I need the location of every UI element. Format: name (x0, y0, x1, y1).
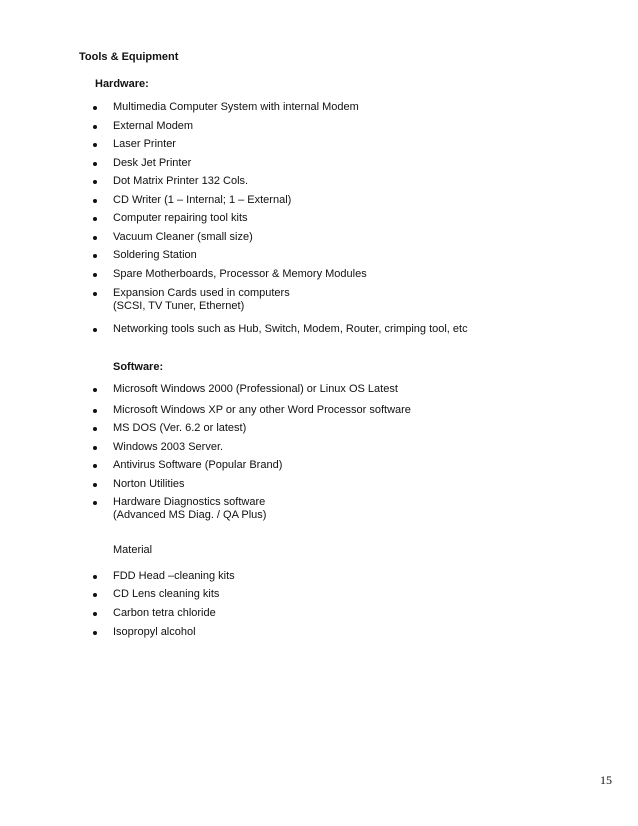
list-item-text (113, 588, 219, 601)
list-item-line: Expansion Cards used in computers (113, 287, 290, 299)
list-item-line: Vacuum Cleaner (small size) (113, 231, 253, 243)
list-item-text (113, 323, 468, 336)
list-item-text (113, 120, 193, 133)
bullet-icon (93, 593, 97, 597)
software-heading: Software: (113, 361, 164, 373)
list-item-text (113, 607, 216, 620)
bullet-icon (93, 427, 97, 431)
bullet-icon (93, 483, 97, 487)
list-item-line: Microsoft Windows XP or any other Word Processor software (113, 404, 411, 416)
bullet-icon (93, 292, 97, 296)
list-item-line: Isopropyl alcohol (113, 626, 196, 638)
list-item-text (113, 478, 185, 491)
list-item-line: (Advanced MS Diag. / QA Plus) (113, 509, 267, 521)
bullet-icon (93, 106, 97, 110)
list-item-line: CD Lens cleaning kits (113, 588, 220, 600)
bullet-icon (93, 125, 97, 129)
list-item-line: Networking tools such as Hub, Switch, Modem, Router, crimping tool, etc (113, 323, 468, 335)
bullet-icon (93, 631, 97, 635)
list-item-line: FDD Head –cleaning kits (113, 570, 235, 582)
list-item-line: Laser Printer (113, 138, 176, 150)
list-item-line: CD Writer (1 – Internal; 1 – External) (113, 194, 292, 206)
bullet-icon (93, 328, 97, 332)
bullet-icon (93, 575, 97, 579)
list-item-line: Hardware Diagnostics software (113, 496, 266, 508)
bullet-icon (93, 501, 97, 505)
list-item-text (113, 212, 248, 225)
list-item-line: Norton Utilities (113, 478, 185, 490)
list-item-text (113, 626, 196, 639)
list-item-text (113, 422, 246, 435)
bullet-icon (93, 464, 97, 468)
list-item-text (113, 287, 290, 313)
list-item-text (113, 570, 235, 583)
bullet-icon (93, 162, 97, 166)
bullet-icon (93, 446, 97, 450)
bullet-icon (93, 217, 97, 221)
list-item-line: Spare Motherboards, Processor & Memory Modules (113, 268, 367, 280)
list-item-line: Windows 2003 Server. (113, 441, 224, 453)
list-item-text (113, 404, 411, 417)
list-item-text (113, 459, 282, 472)
list-item-text (113, 441, 223, 454)
list-item-line: Antivirus Software (Popular Brand) (113, 459, 283, 471)
list-item-text (113, 138, 176, 151)
bullet-icon (93, 254, 97, 258)
list-item-text (113, 231, 253, 244)
list-item-text (113, 268, 367, 281)
material-heading: Material (113, 544, 153, 556)
list-item-line: Microsoft Windows 2000 (Professional) or Linux OS Latest (113, 383, 398, 395)
bullet-icon (93, 388, 97, 392)
list-item-line: External Modem (113, 120, 194, 132)
list-item-line: Desk Jet Printer (113, 157, 192, 169)
bullet-icon (93, 409, 97, 413)
list-item-text (113, 496, 266, 522)
list-item-line: Dot Matrix Printer 132 Cols. (113, 175, 249, 187)
list-item-line: Carbon tetra chloride (113, 607, 216, 619)
bullet-icon (93, 612, 97, 616)
list-item-line: Multimedia Computer System with internal Modem (113, 101, 359, 113)
list-item-text (113, 383, 398, 396)
list-item-line: MS DOS (Ver. 6.2 or latest) (113, 422, 247, 434)
bullet-icon (93, 199, 97, 203)
section-title: Tools & Equipment (79, 51, 179, 63)
list-item-text (113, 175, 248, 188)
list-item-text (113, 157, 191, 170)
list-item-text (113, 249, 197, 262)
list-item-text (113, 101, 359, 114)
list-item-text (113, 194, 291, 207)
list-item-line: (SCSI, TV Tuner, Ethernet) (113, 300, 245, 312)
list-item-line: Computer repairing tool kits (113, 212, 248, 224)
bullet-icon (93, 143, 97, 147)
bullet-icon (93, 236, 97, 240)
bullet-icon (93, 180, 97, 184)
list-item-line: Soldering Station (113, 249, 197, 261)
hardware-heading: Hardware: (95, 78, 149, 90)
page-number: 15 (600, 773, 612, 787)
bullet-icon (93, 273, 97, 277)
